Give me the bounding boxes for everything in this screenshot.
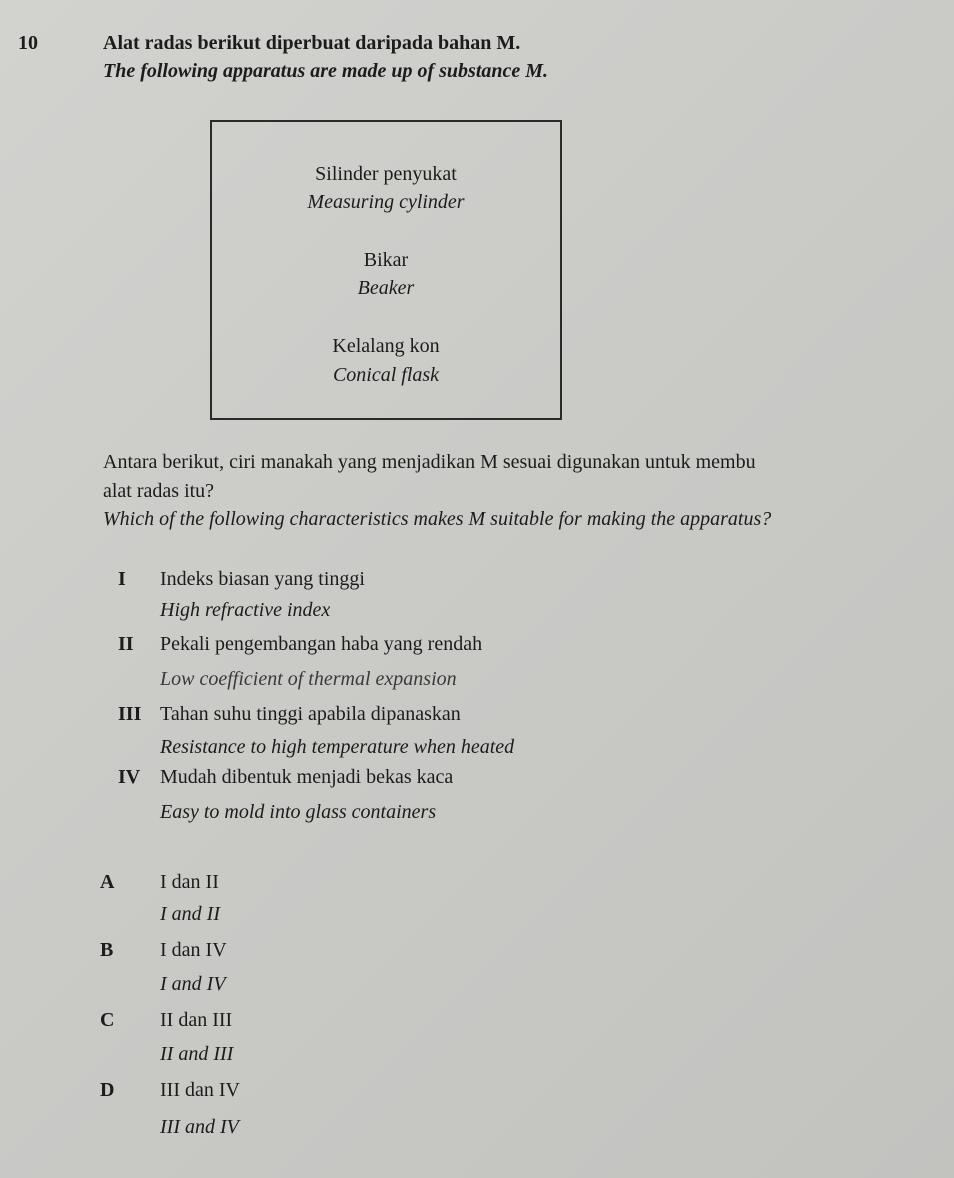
statement-numeral: III (118, 703, 142, 725)
option-letter-c: C (100, 1009, 115, 1031)
apparatus-3-ms: Kelalang kon (332, 335, 440, 357)
option-b-en: I and IV (160, 973, 226, 995)
option-letter-a: A (100, 871, 115, 893)
apparatus-3-en: Conical flask (332, 364, 440, 386)
option-c-ms: II dan III (160, 1009, 233, 1031)
statement-numeral: II (118, 633, 134, 655)
option-d-ms: III dan IV (160, 1079, 240, 1101)
apparatus-2-ms: Bikar (363, 249, 409, 271)
statement-ms: Pekali pengembangan haba yang rendah (160, 633, 483, 655)
stem-malay-line1: Antara berikut, ciri manakah yang menjadikan M sesuai digunakan untuk membu (103, 451, 756, 473)
statement-en: Easy to mold into glass containers (160, 801, 437, 823)
intro-english: The following apparatus are made up of substance M. (103, 60, 549, 82)
option-letter-b: B (100, 939, 114, 961)
option-c-en: II and III (160, 1043, 234, 1065)
stem-malay-line2: alat radas itu? (103, 480, 215, 502)
apparatus-1-en: Measuring cylinder (307, 191, 465, 213)
option-a-ms: I dan II (160, 871, 219, 893)
question-number: 10 (18, 32, 38, 54)
option-letter-d: D (100, 1079, 115, 1101)
statement-numeral: IV (118, 766, 141, 788)
statement-ms: Mudah dibentuk menjadi bekas kaca (160, 766, 454, 788)
option-b-ms: I dan IV (160, 939, 227, 961)
option-d-en: III and IV (160, 1116, 239, 1138)
stem-english: Which of the following characteristics makes M suitable for making the apparatus? (103, 508, 772, 530)
statement-en: Resistance to high temperature when heated (160, 736, 515, 758)
statement-numeral: I (118, 568, 126, 590)
apparatus-1-ms: Silinder penyukat (315, 163, 457, 185)
intro-malay: Alat radas berikut diperbuat daripada bahan M. (103, 32, 521, 54)
option-a-en: I and II (160, 903, 220, 925)
statement-ms: Indeks biasan yang tinggi (160, 568, 365, 590)
statement-en: Low coefficient of thermal expansion (160, 668, 457, 690)
statement-ms: Tahan suhu tinggi apabila dipanaskan (160, 703, 461, 725)
apparatus-2-en: Beaker (357, 277, 415, 299)
apparatus-box (210, 120, 562, 420)
statement-en: High refractive index (160, 599, 331, 621)
